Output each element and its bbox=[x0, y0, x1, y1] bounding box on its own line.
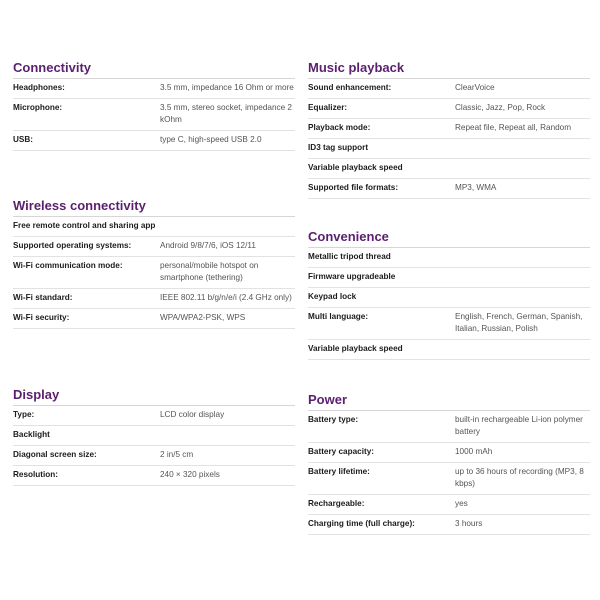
spec-label: ID3 tag support bbox=[308, 143, 369, 152]
spec-row bbox=[308, 443, 590, 463]
spec-value: personal/mobile hotspot on smartphone (tethering) bbox=[160, 261, 259, 282]
spec-value: WPA/WPA2-PSK, WPS bbox=[160, 313, 246, 322]
spec-value: 2 in/5 cm bbox=[160, 450, 194, 459]
spec-label: Charging time (full charge): bbox=[308, 519, 415, 528]
spec-label: Wi-Fi security: bbox=[13, 313, 70, 322]
spec-row bbox=[13, 446, 295, 466]
section-title: Power bbox=[308, 390, 590, 411]
spec-row bbox=[13, 79, 295, 99]
spec-row bbox=[13, 309, 295, 329]
spec-label: Type: bbox=[13, 410, 35, 419]
section-music-playback bbox=[308, 58, 590, 199]
spec-row bbox=[13, 289, 295, 309]
spec-label: Metallic tripod thread bbox=[308, 252, 391, 261]
spec-row bbox=[13, 99, 295, 131]
spec-value: MP3, WMA bbox=[455, 183, 497, 192]
spec-label: Variable playback speed bbox=[308, 344, 403, 353]
spec-row bbox=[308, 99, 590, 119]
spec-label: Free remote control and sharing app bbox=[13, 221, 156, 230]
spec-label: Headphones: bbox=[13, 83, 65, 92]
spec-row bbox=[308, 308, 590, 340]
section-title: Wireless connectivity bbox=[13, 196, 295, 217]
spec-row bbox=[308, 268, 590, 288]
section-title: Convenience bbox=[308, 227, 590, 248]
spec-value: type C, high-speed USB 2.0 bbox=[160, 135, 262, 144]
spec-label: Battery lifetime: bbox=[308, 467, 370, 476]
spec-row bbox=[308, 411, 590, 443]
spec-label: Battery type: bbox=[308, 415, 359, 424]
spec-row bbox=[308, 340, 590, 360]
spec-label: Supported operating systems: bbox=[13, 241, 132, 250]
spec-row bbox=[13, 217, 295, 237]
spec-value: 3.5 mm, stereo socket, impedance 2 kOhm bbox=[160, 103, 292, 124]
spec-label: Rechargeable: bbox=[308, 499, 365, 508]
spec-value bbox=[160, 220, 295, 232]
spec-label: Resolution: bbox=[13, 470, 59, 479]
spec-label: Equalizer: bbox=[308, 103, 348, 112]
spec-row bbox=[308, 463, 590, 495]
spec-label: Microphone: bbox=[13, 103, 63, 112]
spec-row bbox=[13, 257, 295, 289]
spec-value: English, French, German, Spanish, Italian, Russian, Polish bbox=[455, 312, 583, 333]
spec-row bbox=[13, 406, 295, 426]
spec-value: 240 × 320 pixels bbox=[160, 470, 220, 479]
spec-value bbox=[455, 271, 590, 283]
spec-row bbox=[308, 288, 590, 308]
spec-row bbox=[13, 237, 295, 257]
spec-row bbox=[308, 119, 590, 139]
spec-row bbox=[308, 515, 590, 535]
section-title: Music playback bbox=[308, 58, 590, 79]
spec-value: 3 hours bbox=[455, 519, 483, 528]
spec-value bbox=[455, 162, 590, 174]
spec-value: yes bbox=[455, 499, 468, 508]
spec-value: Android 9/8/7/6, iOS 12/11 bbox=[160, 241, 256, 250]
spec-value: Classic, Jazz, Pop, Rock bbox=[455, 103, 546, 112]
spec-row bbox=[308, 495, 590, 515]
spec-label: Variable playback speed bbox=[308, 163, 403, 172]
spec-label: Battery capacity: bbox=[308, 447, 374, 456]
spec-label: Backlight bbox=[13, 430, 50, 439]
spec-value: ClearVoice bbox=[455, 83, 495, 92]
spec-value: Repeat file, Repeat all, Random bbox=[455, 123, 572, 132]
spec-value bbox=[455, 343, 590, 355]
spec-row bbox=[308, 79, 590, 99]
spec-label: Sound enhancement: bbox=[308, 83, 392, 92]
spec-value: 1000 mAh bbox=[455, 447, 493, 456]
section-title: Display bbox=[13, 385, 295, 406]
spec-label: Firmware upgradeable bbox=[308, 272, 396, 281]
spec-label: Multi language: bbox=[308, 312, 369, 321]
spec-row bbox=[13, 131, 295, 151]
spec-value bbox=[160, 429, 295, 441]
spec-row bbox=[13, 466, 295, 486]
section-title: Connectivity bbox=[13, 58, 295, 79]
section-display bbox=[13, 385, 295, 486]
spec-row bbox=[308, 179, 590, 199]
spec-row bbox=[308, 159, 590, 179]
spec-row bbox=[308, 248, 590, 268]
spec-value bbox=[455, 291, 590, 303]
spec-label: Playback mode: bbox=[308, 123, 371, 132]
section-convenience bbox=[308, 227, 590, 360]
spec-row bbox=[308, 139, 590, 159]
spec-value: LCD color display bbox=[160, 410, 225, 419]
section-wireless-connectivity bbox=[13, 196, 295, 329]
spec-value: built-in rechargeable Li-ion polymer battery bbox=[455, 415, 583, 436]
spec-label: Supported file formats: bbox=[308, 183, 399, 192]
spec-value: up to 36 hours of recording (MP3, 8 kbps) bbox=[455, 467, 584, 488]
spec-value: 3.5 mm, impedance 16 Ohm or more bbox=[160, 83, 294, 92]
section-power bbox=[308, 390, 590, 535]
spec-value bbox=[455, 142, 590, 154]
spec-label: USB: bbox=[13, 135, 34, 144]
spec-label: Diagonal screen size: bbox=[13, 450, 97, 459]
spec-value bbox=[455, 251, 590, 263]
section-connectivity bbox=[13, 58, 295, 151]
spec-row bbox=[13, 426, 295, 446]
spec-label: Wi-Fi communication mode: bbox=[13, 261, 123, 270]
spec-label: Keypad lock bbox=[308, 292, 357, 301]
spec-value: IEEE 802.11 b/g/n/e/i (2.4 GHz only) bbox=[160, 293, 292, 302]
spec-label: Wi-Fi standard: bbox=[13, 293, 73, 302]
